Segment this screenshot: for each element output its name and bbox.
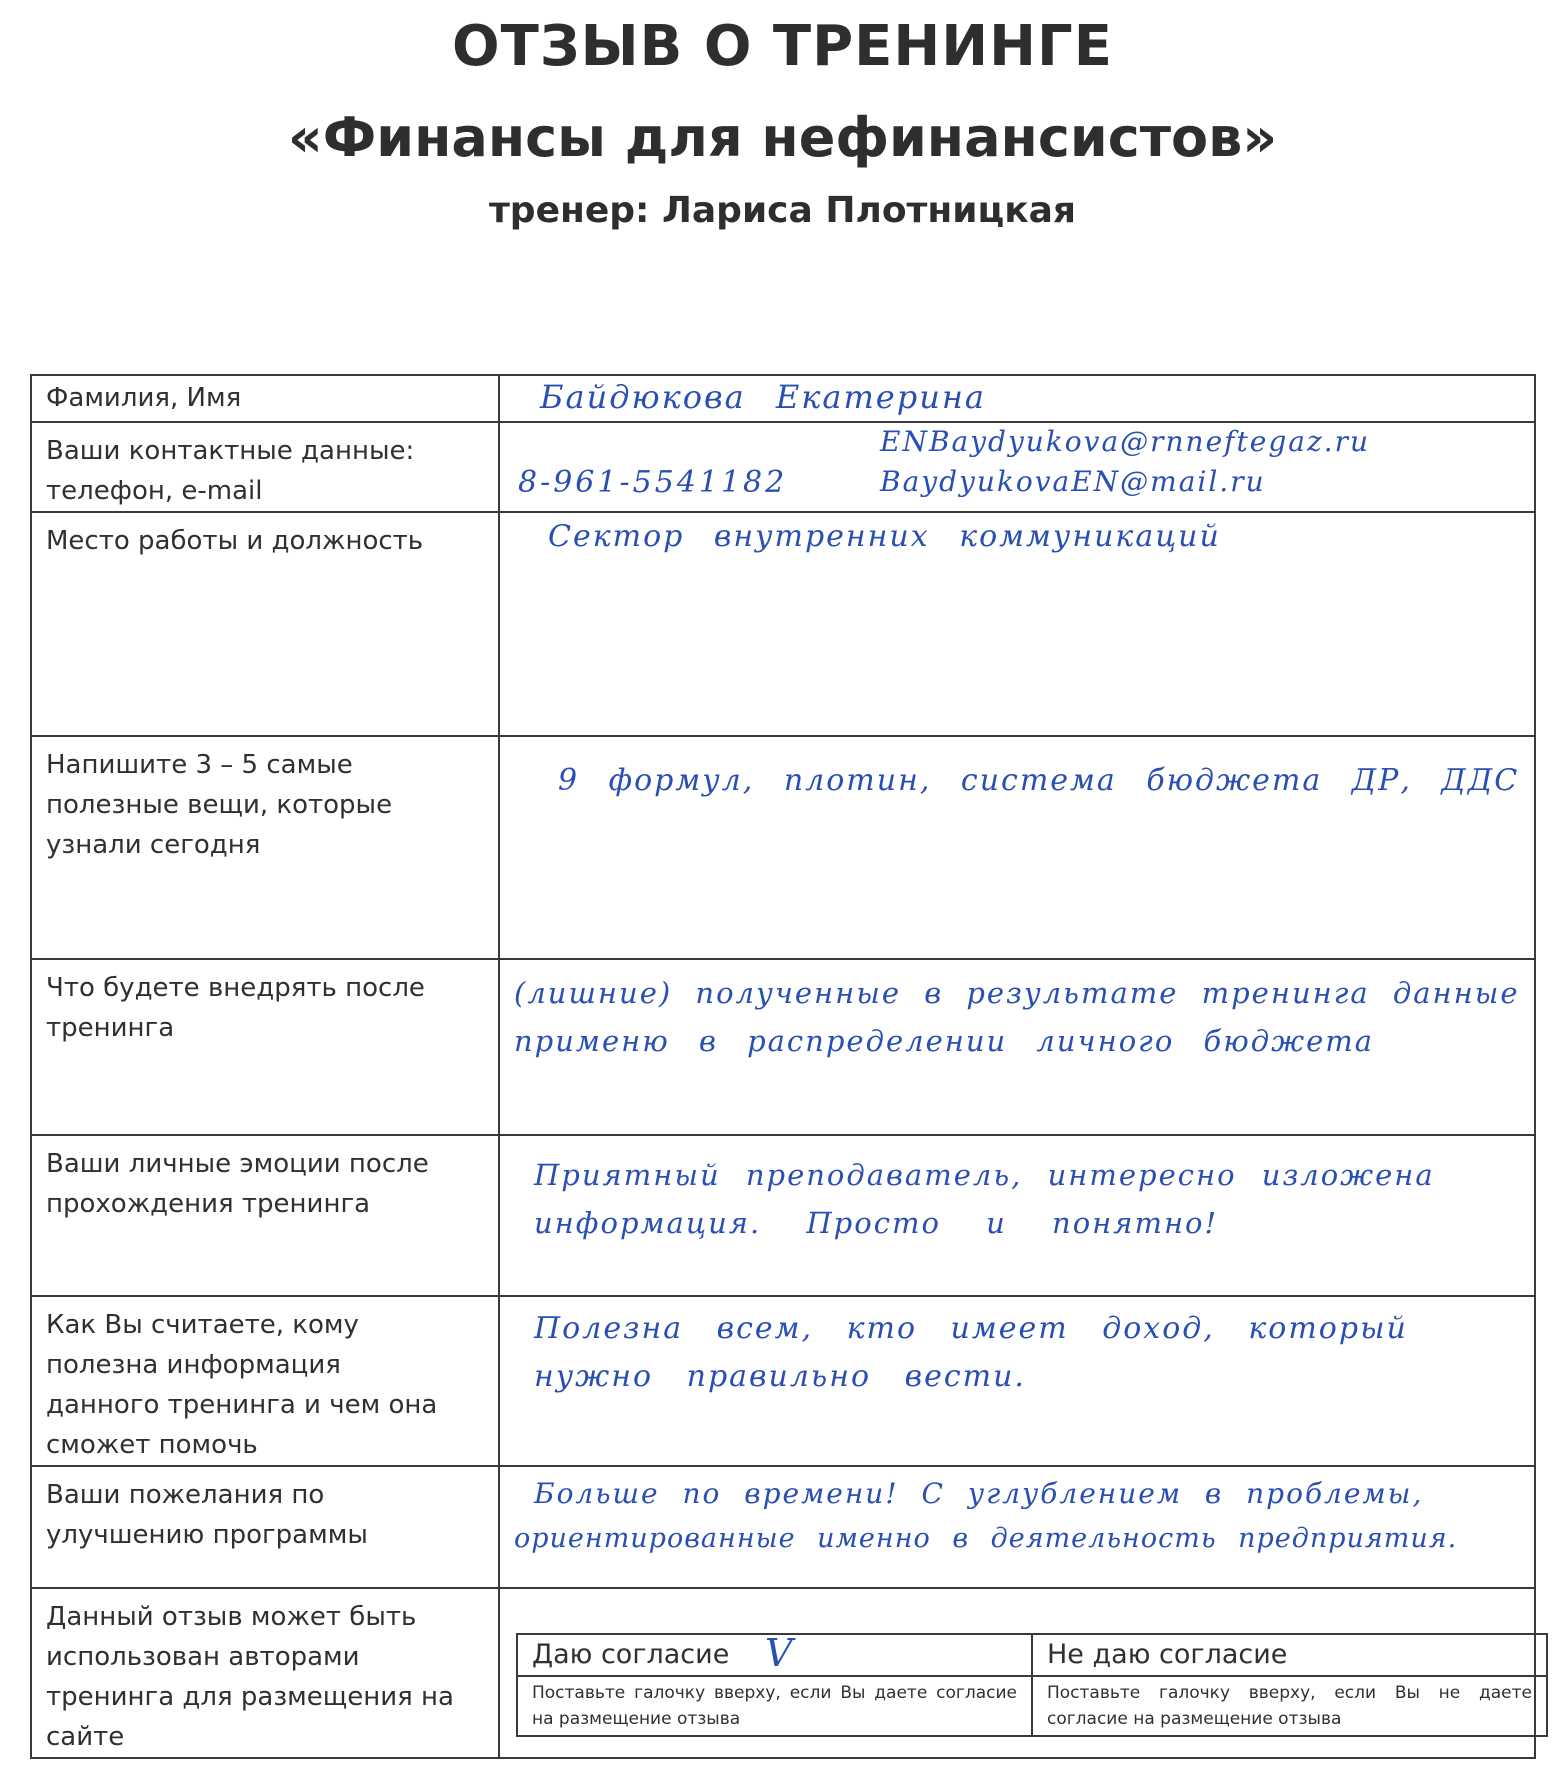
field-label-emotions: Ваши личные эмоции после прохождения тренинга bbox=[31, 1135, 499, 1296]
answer-line: применю в распределении личного бюджета bbox=[514, 1024, 1375, 1058]
answer-line: ориентированные именно в деятельность предприятия. bbox=[514, 1523, 1458, 1554]
field-answer-emotions[interactable] bbox=[499, 1135, 1535, 1296]
field-label-contacts: Ваши контактные данные: телефон, e-mail bbox=[31, 422, 499, 512]
form-row-wishes bbox=[31, 1466, 1535, 1588]
answer-email-1: ENBaydyukova@rnneftegaz.ru bbox=[880, 425, 1371, 458]
field-label-wishes: Ваши пожелания по улучшению программы bbox=[31, 1466, 499, 1588]
form-row-implementation bbox=[31, 959, 1535, 1135]
field-answer-name[interactable] bbox=[499, 375, 1535, 422]
field-label-name: Фамилия, Имя bbox=[31, 375, 499, 422]
answer-line: информация. Просто и понятно! bbox=[534, 1206, 1219, 1240]
form-row-audience bbox=[31, 1296, 1535, 1466]
answer-line: (лишние) полученные в результате тренинга данные bbox=[514, 976, 1520, 1010]
field-label-implementation: Что будете внедрять после тренинга bbox=[31, 959, 499, 1135]
answer-line: Сектор внутренних коммуникаций bbox=[548, 519, 1221, 554]
form-row-workplace bbox=[31, 512, 1535, 736]
form-row-useful-things bbox=[31, 736, 1535, 959]
form-row-emotions bbox=[31, 1135, 1535, 1296]
check-mark-icon: V bbox=[765, 1631, 793, 1675]
field-label-workplace: Место работы и должность bbox=[31, 512, 499, 736]
answer-line: 9 формул, плотин, система бюджета ДР, ДДС bbox=[558, 763, 1520, 798]
form-title: ОТЗЫВ О ТРЕНИНГЕ bbox=[452, 14, 1113, 79]
field-answer-useful-things[interactable] bbox=[499, 736, 1535, 959]
answer-line: Больше по времени! С углублением в проблемы, bbox=[534, 1477, 1424, 1510]
field-label-audience: Как Вы считаете, кому полезна информация данного тренинга и чем она сможет помочь bbox=[31, 1296, 499, 1466]
field-answer-workplace[interactable] bbox=[499, 512, 1535, 736]
consent-disagree-option[interactable] bbox=[1032, 1634, 1547, 1676]
field-label-useful-things: Напишите 3 – 5 самые полезные вещи, которые узнали сегодня bbox=[31, 736, 499, 959]
consent-agree-label: Даю согласие bbox=[532, 1639, 730, 1670]
form-row-consent bbox=[31, 1588, 1535, 1758]
form-row-contacts bbox=[31, 422, 1535, 512]
consent-disagree-label: Не даю согласие bbox=[1047, 1639, 1288, 1670]
consent-agree-note: Поставьте галочку вверху, если Вы даете согласие на размещение отзыва bbox=[517, 1676, 1032, 1736]
answer-line: Приятный преподаватель, интересно изложена bbox=[534, 1158, 1435, 1192]
feedback-form-table bbox=[30, 374, 1536, 1759]
consent-table bbox=[516, 1633, 1548, 1737]
field-answer-contacts[interactable] bbox=[499, 422, 1535, 512]
field-answer-consent bbox=[499, 1588, 1535, 1758]
field-answer-wishes[interactable] bbox=[499, 1466, 1535, 1588]
answer-phone: 8-961-5541182 bbox=[518, 465, 788, 500]
answer-line: нужно правильно вести. bbox=[534, 1359, 1026, 1394]
answer-line: Полезна всем, кто имеет доход, который bbox=[534, 1311, 1408, 1346]
consent-disagree-note: Поставьте галочку вверху, если Вы не даете согласие на размещение отзыва bbox=[1032, 1676, 1547, 1736]
trainer-name: тренер: Лариса Плотницкая bbox=[488, 190, 1077, 231]
form-row-name bbox=[31, 375, 1535, 422]
answer-email-2: BaydyukovaEN@mail.ru bbox=[880, 465, 1266, 498]
field-label-consent: Данный отзыв может быть использован авторами тренинга для размещения на сайте bbox=[31, 1588, 499, 1758]
field-answer-audience[interactable] bbox=[499, 1296, 1535, 1466]
field-answer-implementation[interactable] bbox=[499, 959, 1535, 1135]
training-name: «Финансы для нефинансистов» bbox=[287, 106, 1278, 169]
answer-line: Байдюкова Екатерина bbox=[540, 378, 986, 416]
